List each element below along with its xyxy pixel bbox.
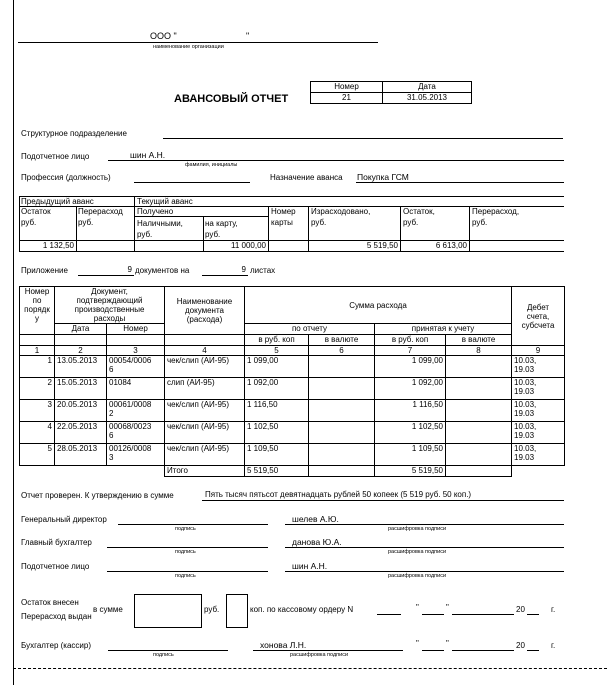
cashier-sign-caption: подпись bbox=[153, 652, 174, 658]
row-name: чек/слип (АИ-95) bbox=[165, 356, 245, 378]
cash-label: Наличными, bbox=[137, 219, 183, 228]
org-caption: наименование организации bbox=[153, 44, 224, 50]
attachment-sheets-label: листах bbox=[250, 266, 276, 275]
row-sum: 1 099,00 bbox=[245, 356, 309, 378]
table-row bbox=[20, 422, 565, 444]
chief-acc-sign-caption: подпись bbox=[175, 549, 196, 555]
row-sum: 1 092,00 bbox=[245, 378, 309, 400]
director-sign-caption: подпись bbox=[175, 526, 196, 532]
purpose-label: Назначение аванса bbox=[270, 173, 343, 182]
page-left-border bbox=[13, 0, 14, 685]
row-acc: 1 109,50 bbox=[375, 444, 446, 466]
director-value: шелев А.Ю. bbox=[292, 514, 339, 524]
current-advance-label: Текущий аванс bbox=[137, 197, 193, 206]
col-num-7: 7 bbox=[375, 346, 446, 356]
director-sign-line bbox=[118, 524, 268, 525]
card-value: 11 000,00 bbox=[231, 241, 266, 250]
row-date: 15.05.2013 bbox=[55, 378, 107, 400]
head-pad-3 bbox=[107, 335, 165, 346]
row-debit: 10.03, 19.03 bbox=[512, 378, 565, 400]
row-sum: 1 109,50 bbox=[245, 444, 309, 466]
chief-acc-decode-caption: расшифровка подписи bbox=[388, 549, 447, 555]
director-label: Генеральный директор bbox=[21, 515, 107, 524]
head-by-report: по отчету bbox=[245, 324, 375, 335]
purpose-line bbox=[356, 182, 564, 183]
attachment-docs-label: документов на bbox=[135, 266, 190, 275]
attachment-docs-count: 9 bbox=[127, 265, 132, 274]
advance-line-top bbox=[19, 196, 564, 197]
accountable-label: Подотчетное лицо bbox=[21, 152, 90, 161]
row-date: 20.05.2013 bbox=[55, 400, 107, 422]
table-row bbox=[20, 444, 565, 466]
total-row bbox=[20, 466, 565, 477]
attachment-sheets-count: 9 bbox=[241, 265, 246, 274]
overspend-label: Перерасход bbox=[78, 207, 123, 216]
kop-order-label: коп. по кассовому ордеру N bbox=[250, 605, 354, 614]
col-num-2: 2 bbox=[55, 346, 107, 356]
head-rub-2: в руб. коп bbox=[375, 335, 446, 346]
col-num-8: 8 bbox=[446, 346, 512, 356]
head-doc-name: Наименование документа (расхода) bbox=[165, 287, 245, 335]
row-n: 4 bbox=[20, 422, 55, 444]
overspend-rub-label: руб. bbox=[78, 218, 94, 227]
chief-acc-value: данова Ю.А. bbox=[292, 537, 342, 547]
row-acc: 1 099,00 bbox=[375, 356, 446, 378]
row-n: 2 bbox=[20, 378, 55, 400]
prev-balance-value: 1 132,50 bbox=[42, 241, 74, 250]
attachment-sheets-line bbox=[202, 275, 248, 276]
accountable-value: шин А.Н. bbox=[130, 150, 166, 160]
head-rub-1: в руб. коп bbox=[245, 335, 309, 346]
total-pad-2 bbox=[55, 466, 107, 477]
balance-label: Остаток bbox=[21, 207, 51, 216]
row-acc-cur bbox=[446, 400, 512, 422]
card-num-label: Номер bbox=[271, 207, 296, 216]
head-number: Номер bbox=[107, 324, 165, 335]
prev-advance-label: Предыдущий аванс bbox=[21, 197, 94, 206]
row-date: 22.05.2013 bbox=[55, 422, 107, 444]
total-label: Итого bbox=[165, 466, 245, 477]
profession-line bbox=[134, 182, 250, 183]
row-acc: 1 116,50 bbox=[375, 400, 446, 422]
attachment-docs-line bbox=[78, 275, 134, 276]
profession-label: Профессия (должность) bbox=[21, 173, 111, 182]
total-acc-cur bbox=[446, 466, 512, 477]
director-decode-line bbox=[285, 524, 564, 525]
checked-value: Пять тысяч пятьсот девятнадцать рублей 50 копеек (5 519 руб. 50 коп.) bbox=[205, 490, 472, 499]
row-n: 5 bbox=[20, 444, 55, 466]
row-acc-cur bbox=[446, 422, 512, 444]
order-num-line bbox=[377, 614, 401, 615]
checked-line bbox=[202, 500, 564, 501]
row-date: 28.05.2013 bbox=[55, 444, 107, 466]
head-accepted: принятая к учету bbox=[375, 324, 512, 335]
cashier-day-line bbox=[422, 650, 444, 651]
row-number: 00061/0008 2 bbox=[107, 400, 165, 422]
accountable-line bbox=[108, 160, 564, 161]
col-num-3: 3 bbox=[107, 346, 165, 356]
row-name: чек/слип (АИ-95) bbox=[165, 422, 245, 444]
advance-vline-7 bbox=[469, 206, 470, 251]
date-value: 31.05.2013 bbox=[383, 93, 472, 104]
row-name: чек/слип (АИ-95) bbox=[165, 444, 245, 466]
head-date: Дата bbox=[55, 324, 107, 335]
cashier-year-suffix: г. bbox=[551, 641, 556, 650]
col-num-6: 6 bbox=[309, 346, 375, 356]
year-suffix: г. bbox=[551, 605, 556, 614]
row-name: слип (АИ-95) bbox=[165, 378, 245, 400]
checked-label: Отчет проверен. К утверждению в сумме bbox=[21, 491, 174, 500]
advance-vline-2 bbox=[134, 196, 135, 251]
director-decode-caption: расшифровка подписи bbox=[388, 526, 447, 532]
number-label: Номер bbox=[311, 82, 383, 93]
head-pad-4 bbox=[165, 335, 245, 346]
row-sum-cur bbox=[309, 444, 375, 466]
row-number: 00126/0008 3 bbox=[107, 444, 165, 466]
head-pad-2 bbox=[55, 335, 107, 346]
cashier-sign-line bbox=[108, 650, 228, 651]
approval-accountable-decode-caption: расшифровка подписи bbox=[388, 573, 447, 579]
row-acc-cur bbox=[446, 356, 512, 378]
head-num: Номер по порядк у bbox=[20, 287, 55, 335]
advance-line-4 bbox=[19, 240, 564, 241]
in-sum-label: в сумме bbox=[93, 605, 123, 614]
rub-amount-box[interactable] bbox=[134, 594, 202, 628]
attachment-label: Приложение bbox=[21, 266, 68, 275]
row-acc: 1 092,00 bbox=[375, 378, 446, 400]
cashier-decode-caption: расшифровка подписи bbox=[290, 652, 349, 658]
balance-value: 6 613,00 bbox=[435, 241, 467, 250]
approval-accountable-sign-caption: подпись bbox=[175, 573, 196, 579]
head-sum: Сумма расхода bbox=[245, 287, 512, 324]
approval-accountable-sign-line bbox=[107, 571, 268, 572]
spent-value: 5 519,50 bbox=[366, 241, 398, 250]
cashier-label: Бухгалтер (кассир) bbox=[21, 641, 91, 650]
chief-acc-label: Главный бухгалтер bbox=[21, 538, 92, 547]
spent-label: Израсходовано, bbox=[311, 207, 371, 216]
row-n: 3 bbox=[20, 400, 55, 422]
card-rub-label: руб. bbox=[205, 230, 221, 239]
overspend2-label: Перерасход, bbox=[472, 207, 520, 216]
table-row bbox=[20, 400, 565, 422]
number-date-box bbox=[310, 81, 472, 104]
col-num-9: 9 bbox=[512, 346, 565, 356]
approval-accountable-label: Подотчетное лицо bbox=[21, 562, 90, 571]
year-label: 20 bbox=[516, 605, 525, 614]
cashier-quote-close: " bbox=[446, 639, 449, 648]
date-quote-open: " bbox=[416, 603, 419, 612]
col-num-1: 1 bbox=[20, 346, 55, 356]
total-acc: 5 519,50 bbox=[375, 466, 446, 477]
advance-vline-1 bbox=[76, 206, 77, 251]
row-name: чек/слип (АИ-95) bbox=[165, 400, 245, 422]
row-acc-cur bbox=[446, 444, 512, 466]
cashier-month-line bbox=[452, 650, 514, 651]
overspend-out-label: Перерасход выдан bbox=[21, 612, 92, 621]
accountable-caption: фамилия, инициалы bbox=[185, 162, 238, 168]
number-value: 21 bbox=[311, 93, 383, 104]
balance-rub-label: руб. bbox=[21, 218, 37, 227]
subdivision-label: Структурное подразделение bbox=[21, 129, 127, 138]
row-acc: 1 102,50 bbox=[375, 422, 446, 444]
advance-line-5 bbox=[19, 251, 564, 252]
head-cur-2: в валюте bbox=[446, 335, 512, 346]
card-label: на карту, bbox=[205, 219, 238, 228]
month-line bbox=[452, 614, 514, 615]
cashier-decode-line bbox=[253, 650, 403, 651]
org-line bbox=[18, 42, 378, 43]
table-row bbox=[20, 356, 565, 378]
purpose-value: Покупка ГСМ bbox=[357, 172, 409, 182]
head-pad-1 bbox=[20, 335, 55, 346]
date-label: Дата bbox=[383, 82, 472, 93]
row-debit: 10.03, 19.03 bbox=[512, 400, 565, 422]
kop-amount-box[interactable] bbox=[226, 594, 248, 628]
row-number: 00068/0023 6 bbox=[107, 422, 165, 444]
cashier-quote-open: " bbox=[416, 639, 419, 648]
total-pad-3 bbox=[107, 466, 165, 477]
expense-table bbox=[19, 286, 565, 477]
head-document: Документ, подтверждающий производственные расходы bbox=[55, 287, 165, 324]
row-acc-cur bbox=[446, 378, 512, 400]
balance2-rub-label: руб. bbox=[403, 218, 419, 227]
received-label: Получено bbox=[137, 207, 174, 216]
spent-rub-label: руб. bbox=[311, 218, 327, 227]
org-prefix: ООО " bbox=[150, 31, 177, 41]
chief-acc-decode-line bbox=[285, 547, 564, 548]
year-line bbox=[527, 614, 539, 615]
total-pad-1 bbox=[20, 466, 55, 477]
col-num-5: 5 bbox=[245, 346, 309, 356]
day-line bbox=[422, 614, 444, 615]
row-sum-cur bbox=[309, 378, 375, 400]
row-sum: 1 116,50 bbox=[245, 400, 309, 422]
report-title: АВАНСОВЫЙ ОТЧЕТ bbox=[174, 93, 289, 105]
row-number: 00054/0006 6 bbox=[107, 356, 165, 378]
balance2-label: Остаток, bbox=[403, 207, 435, 216]
head-debit: Дебет счета, субсчета bbox=[512, 287, 565, 346]
total-sum: 5 519,50 bbox=[245, 466, 309, 477]
cash-rub-label: руб. bbox=[137, 230, 153, 239]
col-num-4: 4 bbox=[165, 346, 245, 356]
cashier-value: хонова Л.Н. bbox=[260, 640, 307, 650]
row-debit: 10.03, 19.03 bbox=[512, 422, 565, 444]
head-cur-1: в валюте bbox=[309, 335, 375, 346]
total-sum-cur bbox=[309, 466, 375, 477]
cashier-year-line bbox=[527, 650, 539, 651]
overspend2-rub-label: руб. bbox=[472, 218, 488, 227]
row-debit: 10.03, 19.03 bbox=[512, 444, 565, 466]
date-quote-close: " bbox=[446, 603, 449, 612]
subdivision-line bbox=[163, 138, 563, 139]
advance-vline-4 bbox=[268, 206, 269, 251]
row-sum: 1 102,50 bbox=[245, 422, 309, 444]
row-number: 01084 bbox=[107, 378, 165, 400]
card-num-label-2: карты bbox=[271, 218, 293, 227]
row-date: 13.05.2013 bbox=[55, 356, 107, 378]
row-debit: 10.03, 19.03 bbox=[512, 356, 565, 378]
row-sum-cur bbox=[309, 422, 375, 444]
chief-acc-sign-line bbox=[107, 547, 268, 548]
page-bottom-border bbox=[13, 668, 607, 669]
table-row bbox=[20, 378, 565, 400]
advance-line-3 bbox=[134, 216, 268, 217]
org-suffix: " bbox=[246, 31, 250, 41]
total-pad-4 bbox=[512, 466, 565, 477]
balance-in-label: Остаток внесен bbox=[21, 598, 79, 607]
row-sum-cur bbox=[309, 356, 375, 378]
row-n: 1 bbox=[20, 356, 55, 378]
approval-accountable-decode-line bbox=[285, 571, 564, 572]
rub-label: руб. bbox=[204, 605, 220, 614]
approval-accountable-value: шин А.Н. bbox=[292, 561, 328, 571]
cashier-year-label: 20 bbox=[516, 641, 525, 650]
row-sum-cur bbox=[309, 400, 375, 422]
